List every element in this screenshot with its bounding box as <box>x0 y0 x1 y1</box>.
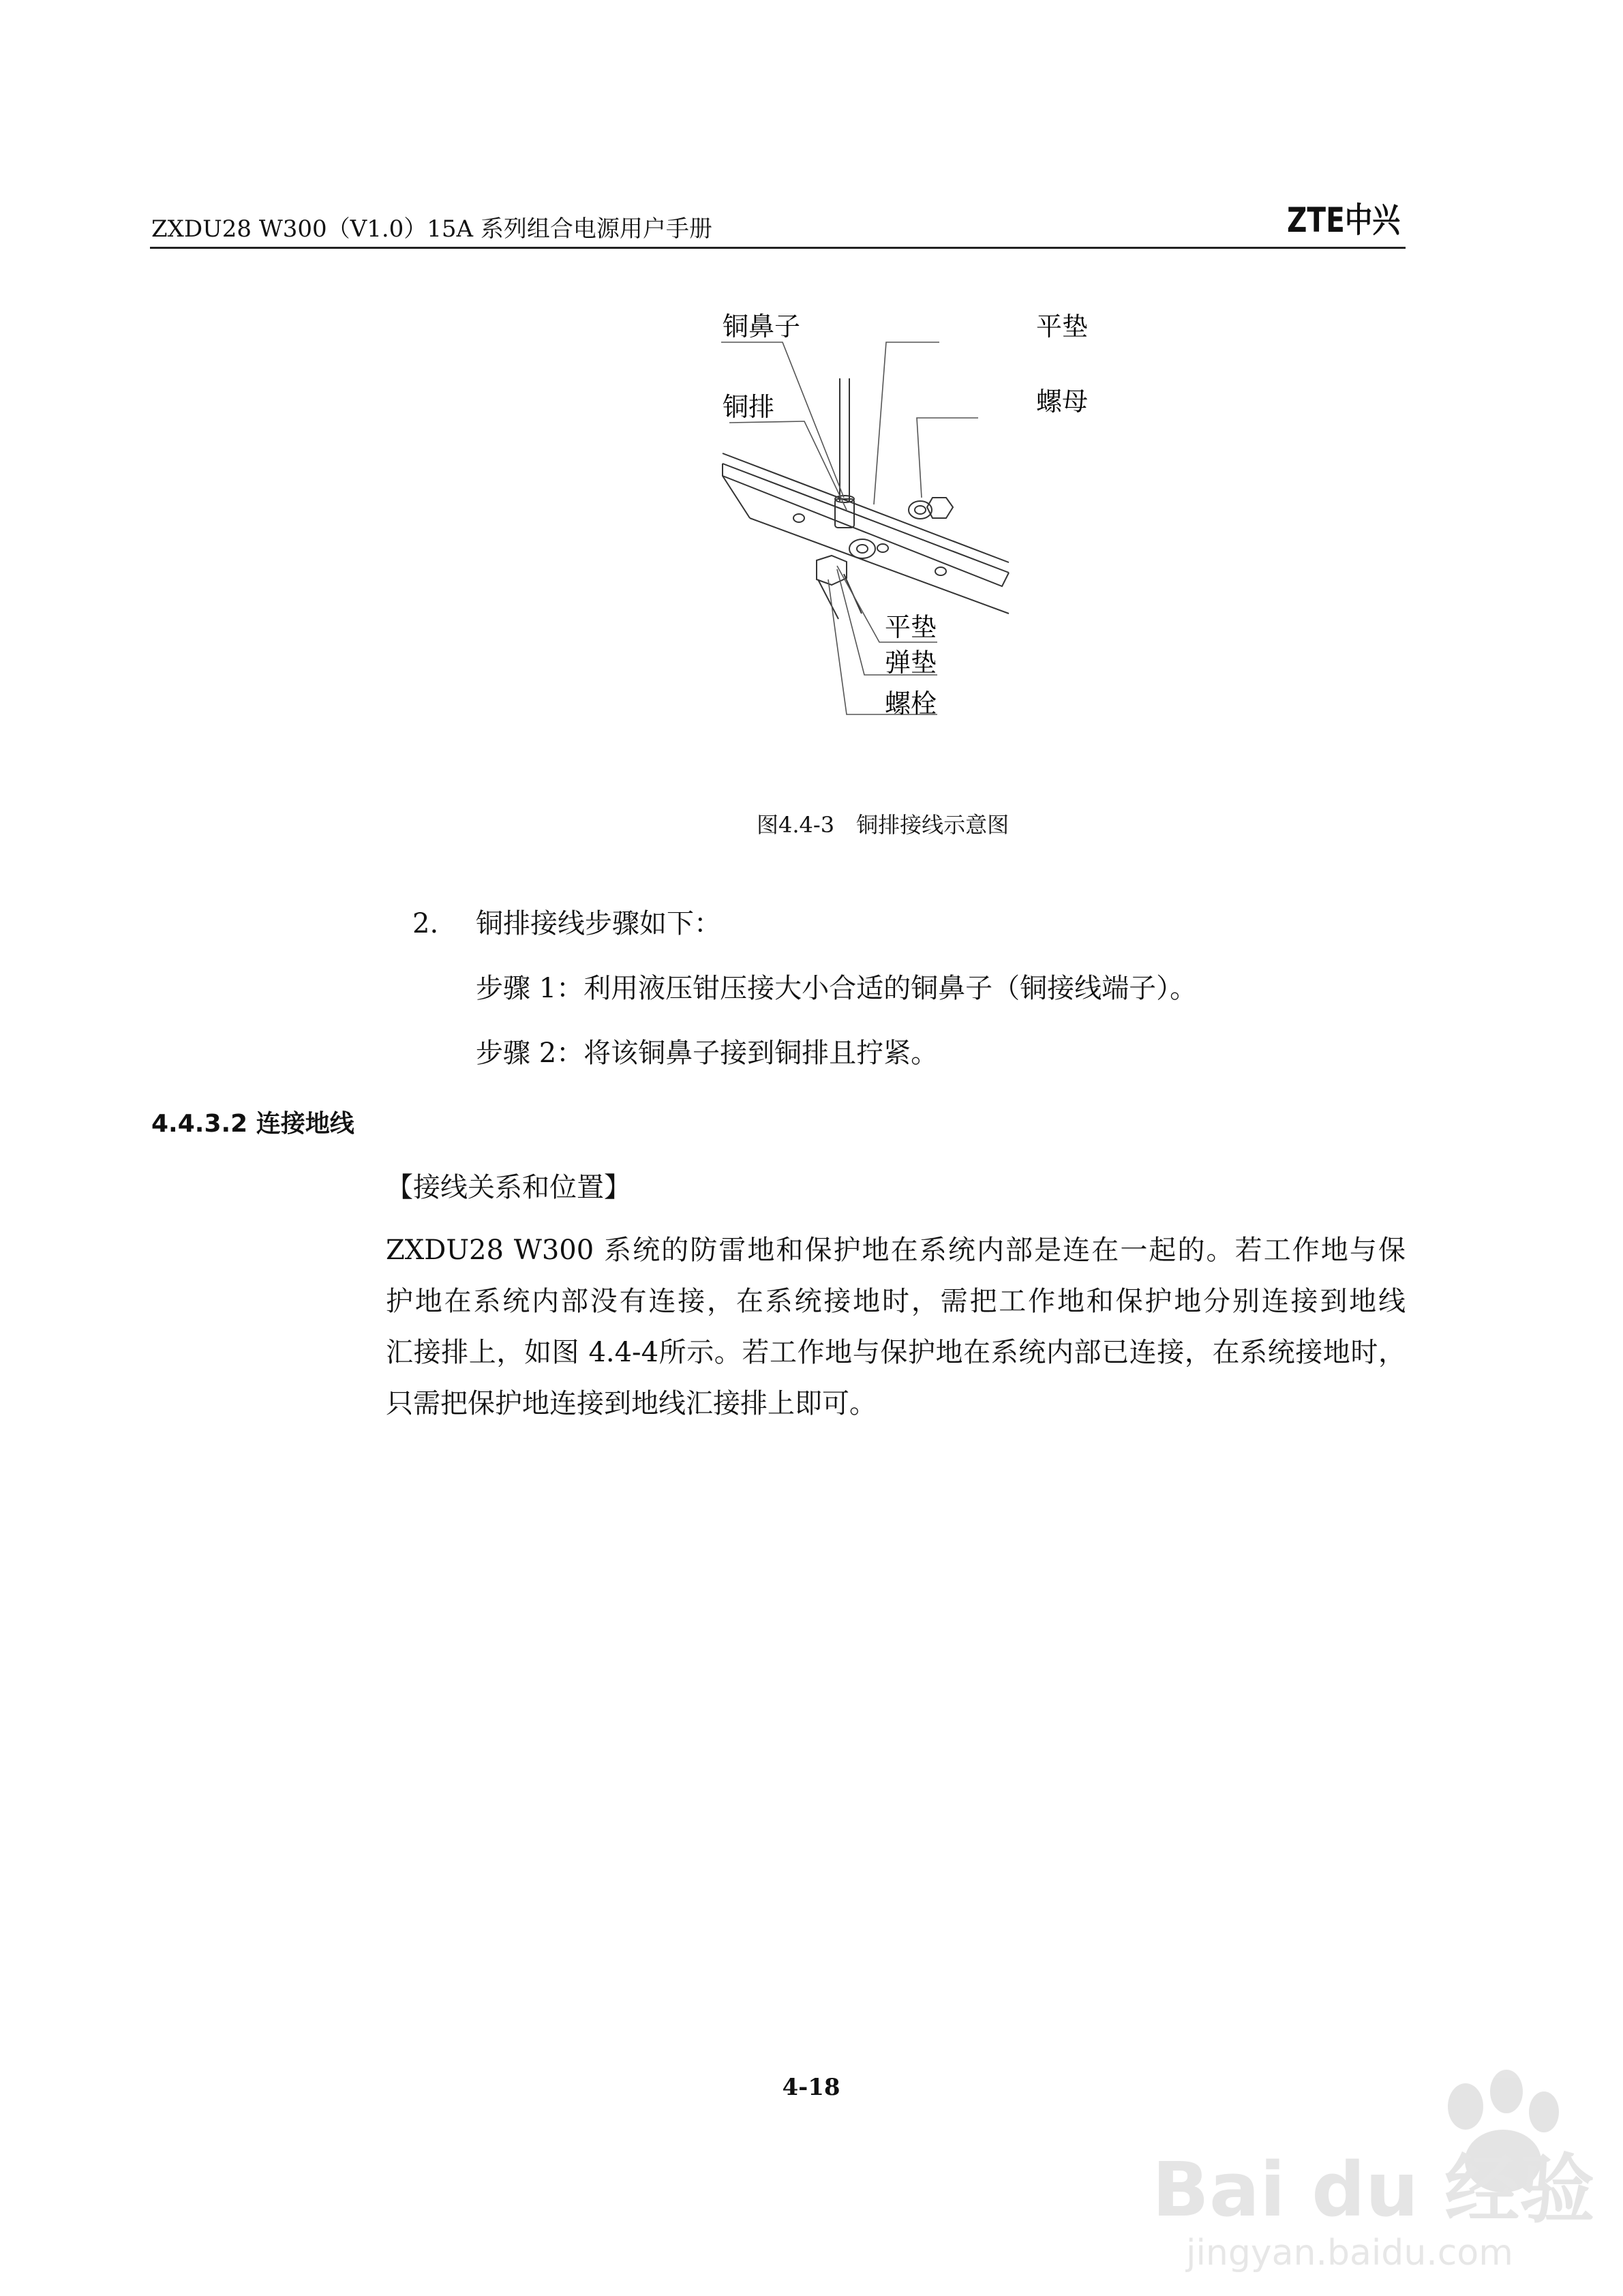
zte-logo <box>1287 199 1401 240</box>
page-number: 4-18 <box>782 2074 840 2101</box>
label-bolt: 螺栓 <box>885 689 937 719</box>
step-intro <box>412 902 721 941</box>
watermark-brand: Bai du 经验 <box>1152 2146 1595 2233</box>
watermark-url: jingyan.baidu.com <box>1186 2233 1513 2274</box>
step-intro-text: 铜排接线步骤如下： <box>476 908 721 939</box>
bolt-shape <box>817 539 875 619</box>
label-copper-bar: 铜排 <box>723 392 775 422</box>
paragraph-line: 汇接排上，如图 4.4-4所示。若工作地与保护地在系统内部已连接，在系统接地时， <box>386 1337 1406 1368</box>
step-intro-number: 2. <box>412 908 439 939</box>
header-rule <box>150 247 1406 249</box>
copper-bar-diagram <box>668 293 1118 757</box>
label-flat-washer-top: 平垫 <box>1036 312 1089 342</box>
paragraph-line: 只需把保护地连接到地线汇接排上即可。 <box>386 1388 877 1419</box>
section-paragraph <box>386 1225 1406 1430</box>
copper-bar-shape <box>723 453 1009 614</box>
baidu-jingyan-watermark <box>1145 2052 1595 2277</box>
step-1: 步骤 1：利用液压钳压接大小合适的铜鼻子（铜接线端子）。 <box>476 973 1198 1004</box>
figure-caption: 图4.4-3 铜排接线示意图 <box>757 812 1010 838</box>
section-heading: 4.4.3.2 连接地线 <box>151 1110 354 1138</box>
step-2: 步骤 2：将该铜鼻子接到铜排且拧紧。 <box>476 1038 939 1069</box>
label-spring-washer: 弹垫 <box>885 648 937 678</box>
paragraph-line: ZXDU28 W300 系统的防雷地和保护地在系统内部是连在一起的。若工作地与保 <box>386 1235 1406 1266</box>
label-copper-lug: 铜鼻子 <box>723 312 801 342</box>
header-title: ZXDU28 W300（V1.0）15A 系列组合电源用户手册 <box>151 215 712 243</box>
nut-shape <box>909 498 953 519</box>
label-flat-washer-bottom: 平垫 <box>885 612 937 642</box>
label-nut: 螺母 <box>1036 387 1089 417</box>
paragraph-line: 护地在系统内部没有连接，在系统接地时，需把工作地和保护地分别连接到地线 <box>386 1286 1406 1317</box>
bracket-heading: 【接线关系和位置】 <box>386 1172 631 1203</box>
logo-text: ZTE中兴 <box>1287 200 1401 240</box>
